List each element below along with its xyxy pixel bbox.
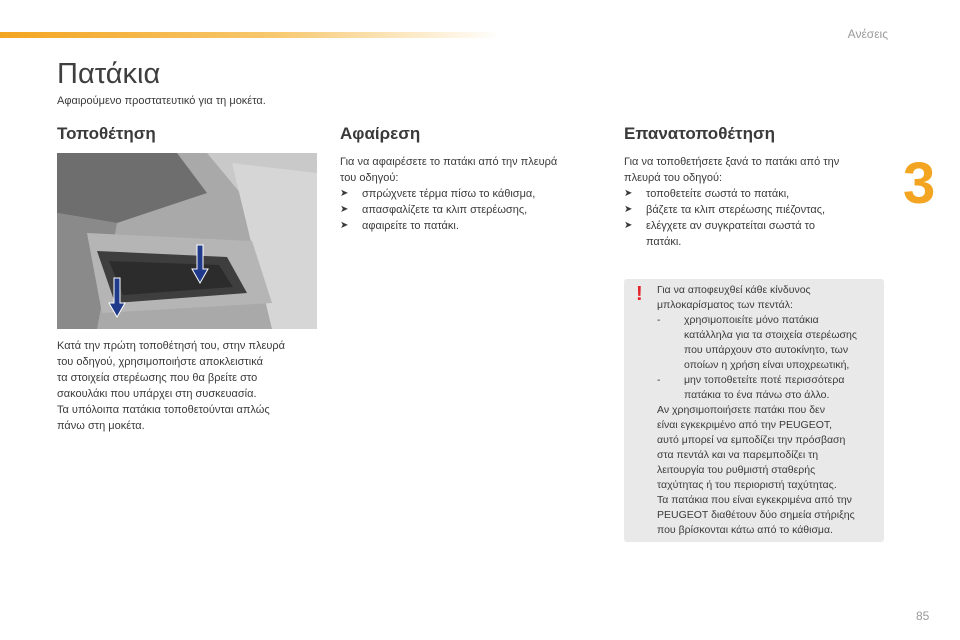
floor-mat-illustration xyxy=(57,153,317,329)
refit-intro: Για να τοποθετήσετε ξανά το πατάκι από την xyxy=(624,156,840,168)
heading-remove: Αφαίρεση xyxy=(340,124,421,143)
list-item: ➤ απασφαλίζετε τα κλιπ στερέωσης, xyxy=(340,204,528,216)
warning-dash-item: - μην τοποθετείτε ποτέ περισσότερα πατάκια το ένα πάνω στο άλλο. xyxy=(657,374,845,401)
bullet-icon: ➤ xyxy=(340,188,349,199)
bullet-icon: ➤ xyxy=(340,204,349,215)
chapter-number: 3 xyxy=(903,151,936,216)
refit-intro: πλευρά του οδηγού: xyxy=(624,172,723,184)
remove-text xyxy=(340,154,602,234)
header-accent-bar xyxy=(0,32,500,38)
list-item: πατάκι. xyxy=(646,236,682,248)
install-line: του οδηγού, χρησιμοποιήστε αποκλειστικά xyxy=(57,356,263,368)
install-line: Κατά την πρώτη τοποθέτησή του, στην πλευρά xyxy=(57,340,286,352)
install-text xyxy=(57,338,319,434)
remove-intro: Για να αφαιρέσετε το πατάκι από την πλευρά xyxy=(340,156,558,168)
warning-icon: ! xyxy=(636,283,643,305)
install-line: πάνω στη μοκέτα. xyxy=(57,420,145,432)
bullet-icon: ➤ xyxy=(624,220,633,231)
list-item: ➤ σπρώχνετε τέρμα πίσω το κάθισμα, xyxy=(340,188,536,200)
bullet-icon: ➤ xyxy=(624,188,633,199)
heading-install: Τοποθέτηση xyxy=(57,124,156,143)
list-item: ➤ αφαιρείτε το πατάκι. xyxy=(340,220,459,232)
install-line: τα στοιχεία στερέωσης που θα βρείτε στο xyxy=(57,372,258,384)
page-number: 85 xyxy=(916,609,930,623)
bullet-icon: ➤ xyxy=(624,204,633,215)
bullet-icon: ➤ xyxy=(340,220,349,231)
warning-text: Για να αποφευχθεί κάθε κίνδυνος μπλοκαρίσματος των πεντάλ: - χρησιμοποιείτε μόνο πατάκια κατάλληλα για τα στοιχεία στερέωσης που υπάρχουν στο αυτοκίνητο, των οποίων η χρήση είναι υποχρεωτική, - μην τοποθετείτε ποτέ περισσότερα πατάκια το ένα πάνω στο άλλο. Αν χρησιμοποιήσετε πατάκι που δεν είναι εγκεκριμένο από την PEUGEOT, αυτό μπορεί να εμποδίζει την πρόσβαση στα πεντάλ και να παρεμποδίζει τη λειτουργία του ρυθμιστή σταθερής ταχύτητας ή του περιοριστή ταχύτητας. Τα πατάκια που είναι εγκεκριμένα από την PEUGEOT διαθέτουν δύο σημεία στήριξης που βρίσκονται κάτω από το κάθισμα. xyxy=(657,283,879,538)
warning-dash-item: - χρησιμοποιείτε μόνο πατάκια κατάλληλα για τα στοιχεία στερέωσης που υπάρχουν στο αυτοκίνητο, των οποίων η χρήση είναι υποχρεωτική, xyxy=(657,314,857,371)
list-item: ➤ τοποθετείτε σωστά το πατάκι, xyxy=(624,188,790,200)
list-item: ➤ ελέγχετε αν συγκρατείται σωστά το xyxy=(624,220,815,232)
install-line: σακουλάκι που υπάρχει στη συσκευασία. xyxy=(57,388,257,400)
heading-refit: Επανατοποθέτηση xyxy=(624,124,776,143)
page-subtitle: Αφαιρούμενο προστατευτικό για τη μοκέτα. xyxy=(57,95,266,107)
list-item: ➤ βάζετε τα κλιπ στερέωσης πιέζοντας, xyxy=(624,204,826,216)
refit-text xyxy=(624,154,886,250)
section-label: Ανέσεις xyxy=(847,27,888,41)
page-title: Πατάκια xyxy=(57,58,161,90)
remove-intro: του οδηγού: xyxy=(340,172,399,184)
install-line: Τα υπόλοιπα πατάκια τοποθετούνται απλώς xyxy=(57,404,270,416)
